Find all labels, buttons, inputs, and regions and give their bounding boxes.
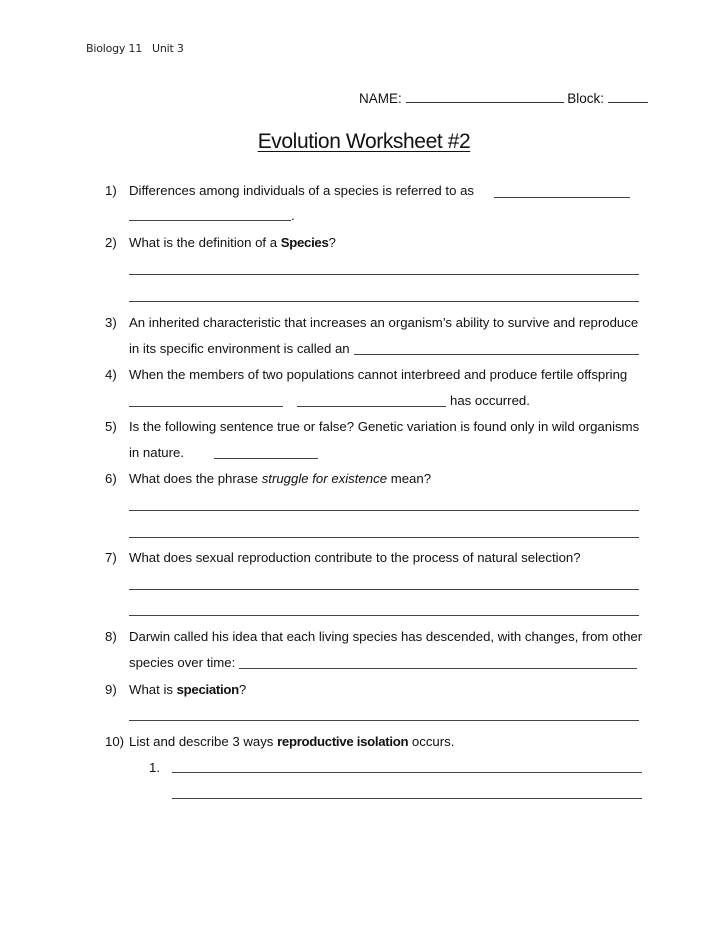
course-header: Biology 11 Unit 3 xyxy=(86,42,184,55)
answer-line-q4b[interactable] xyxy=(297,406,446,407)
q1-period: . xyxy=(291,208,295,223)
question-3: 3) An inherited characteristic that increases an organism’s ability to survive and reproduce xyxy=(105,315,639,330)
answer-line-q10-1b[interactable] xyxy=(172,798,642,799)
answer-line-q7a[interactable] xyxy=(129,589,639,590)
answer-line-q10-1a[interactable] xyxy=(172,772,642,773)
name-label: NAME: xyxy=(359,91,402,106)
answer-line-q6b[interactable] xyxy=(129,537,639,538)
block-label: Block: xyxy=(567,91,605,106)
answer-line-q9[interactable] xyxy=(129,720,639,721)
question-6: 6) What does the phrase struggle for existence mean? xyxy=(105,471,432,486)
answer-line-q7b[interactable] xyxy=(129,615,639,616)
answer-line-q5[interactable] xyxy=(214,458,318,459)
page-title: Evolution Worksheet #2 xyxy=(257,130,471,153)
question-4: 4) When the members of two populations cannot interbreed and produce fertile offspring xyxy=(105,367,628,382)
name-block-row xyxy=(359,90,648,106)
answer-line-q1b[interactable] xyxy=(129,220,291,221)
name-field[interactable] xyxy=(406,90,564,103)
answer-line-q8[interactable] xyxy=(239,668,637,669)
question-8-continued: species over time: xyxy=(129,655,236,670)
answer-line-q1a[interactable] xyxy=(494,197,630,198)
question-8: 8) Darwin called his idea that each living species has descended, with changes, from other xyxy=(105,629,643,644)
q10-sub-item-1-number: 1. xyxy=(149,760,160,775)
answer-line-q6a[interactable] xyxy=(129,510,639,511)
answer-line-q2a[interactable] xyxy=(129,274,639,275)
question-5: 5) Is the following sentence true or false? Genetic variation is found only in wild organisms xyxy=(105,419,640,434)
question-2: 2) What is the definition of a Species? xyxy=(105,235,336,250)
answer-line-q2b[interactable] xyxy=(129,301,639,302)
answer-line-q4a[interactable] xyxy=(129,406,283,407)
block-field[interactable] xyxy=(608,90,648,103)
question-7: 7) What does sexual reproduction contribute to the process of natural selection? xyxy=(105,550,581,565)
question-1: 1) Differences among individuals of a species is referred to as xyxy=(105,183,475,198)
question-5-continued: in nature. xyxy=(129,445,184,460)
question-4-suffix: has occurred. xyxy=(450,393,530,408)
question-3-continued: in its specific environment is called an xyxy=(129,341,350,356)
question-10: 10) List and describe 3 ways reproductive isolation occurs. xyxy=(105,734,455,749)
answer-line-q3[interactable] xyxy=(354,354,639,355)
question-9: 9) What is speciation? xyxy=(105,682,247,697)
